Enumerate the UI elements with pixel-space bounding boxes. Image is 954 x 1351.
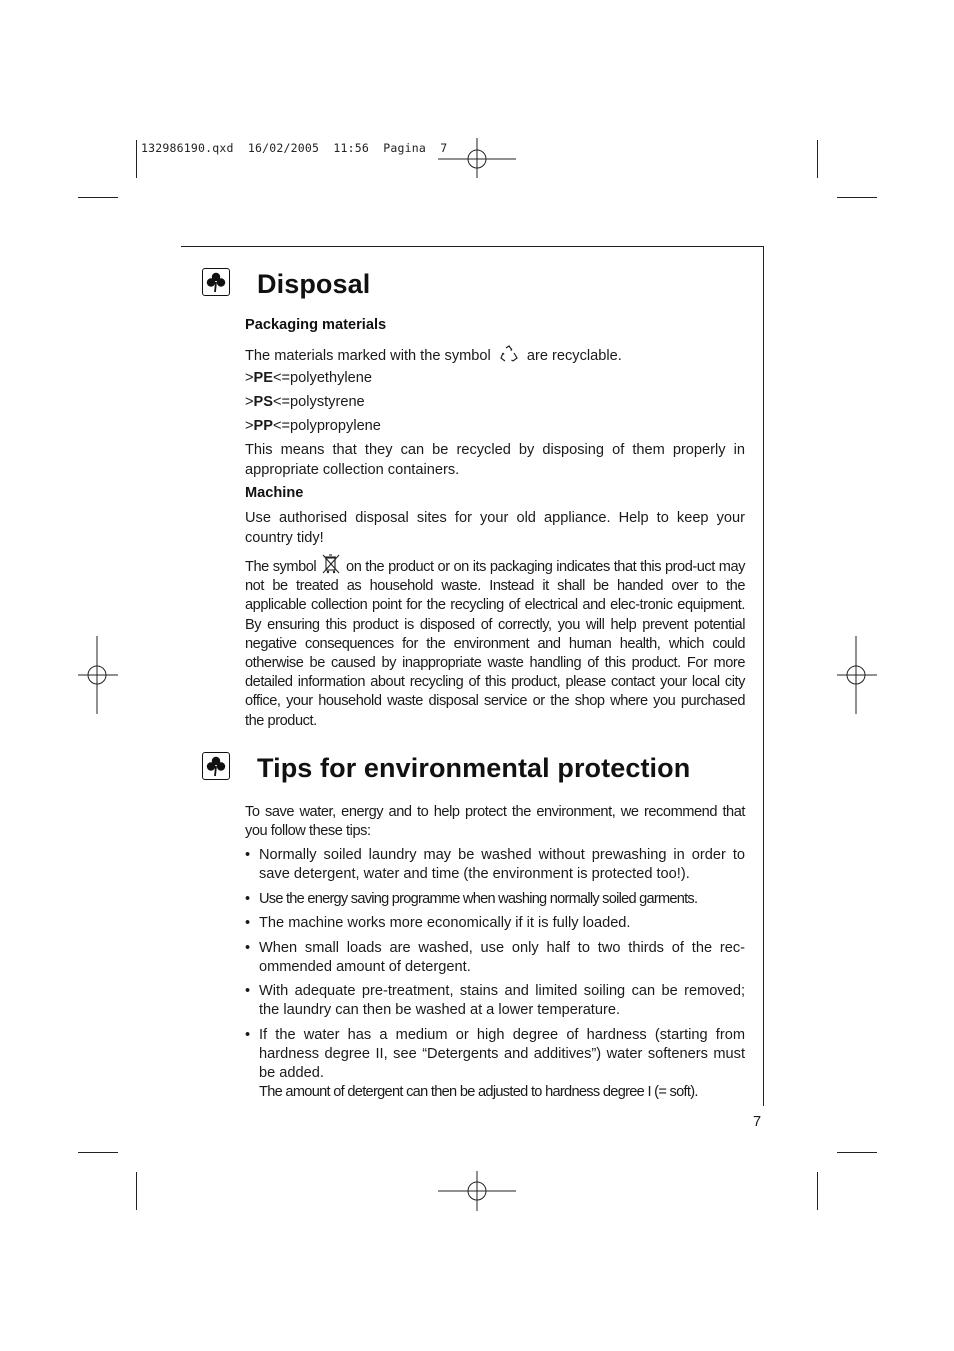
- material-pe: >PE<=polyethylene: [245, 370, 372, 386]
- tips-intro: To save water, energy and to help protect the environment, we recommend that you follow these tips:: [245, 804, 745, 840]
- page-frame-top: [181, 246, 764, 247]
- weee-after: on the product or on its packaging indicates that this prod-uct may not be treated as household waste. Instead it shall be handed over to the applicable collection point for the recycling of electrical and elec-tronic equipment. By ensuring this product is disposed of correctly, you will help prevent potential negative consequences for the environment and human health, which could otherwise be caused by inappropriate waste handling of this product. For more detailed information about recycling of this product, please contact your local city office, your household waste disposal service or the shop where you purchased the product.: [245, 559, 746, 729]
- crop-mark: [136, 1172, 137, 1210]
- shamrock-icon: [202, 752, 230, 780]
- recycle-sentence-after: are recyclable.: [526, 348, 622, 364]
- crop-mark: [136, 140, 137, 178]
- recycle-sentence: [245, 345, 745, 367]
- material-ps: >PS<=polystyrene: [245, 394, 365, 410]
- packaging-heading: Packaging materials: [245, 317, 387, 333]
- disposal-title: Disposal: [257, 269, 371, 299]
- recycle-icon: [499, 345, 519, 363]
- weee-before: The symbol: [245, 559, 317, 575]
- material-code: PS: [253, 394, 273, 410]
- crop-mark: [78, 1152, 118, 1153]
- tips-title: Tips for environmental protection: [257, 753, 691, 783]
- page-frame-right: [763, 246, 764, 1106]
- recycle-sentence-before: The materials marked with the symbol: [245, 348, 491, 364]
- registration-mark-icon: [78, 636, 118, 714]
- machine-heading: Machine: [245, 485, 304, 501]
- print-slug: 132986190.qxd 16/02/2005 11:56 Pagina 7: [141, 141, 448, 155]
- registration-mark-icon: [438, 138, 518, 178]
- crop-mark: [78, 197, 118, 198]
- material-code: PE: [253, 370, 273, 386]
- page-number: 7: [753, 1114, 762, 1130]
- registration-mark-icon: [438, 1171, 518, 1211]
- crop-mark: [817, 1172, 818, 1210]
- shamrock-icon: [202, 268, 230, 296]
- crop-mark: [837, 1152, 877, 1153]
- registration-mark-icon: [837, 636, 877, 714]
- material-code: PP: [253, 418, 273, 434]
- hardness-note: The amount of detergent can then be adjusted to hardness degree I (= soft).: [259, 1084, 698, 1100]
- crop-mark: [817, 140, 818, 178]
- recycle-note: This means that they can be recycled by disposing of them properly in appropriate collection containers.: [245, 442, 745, 478]
- material-pp: >PP<=polypropylene: [245, 418, 381, 434]
- machine-text: Use authorised disposal sites for your old appliance. Help to keep your country tidy!: [245, 510, 745, 546]
- crop-mark: [837, 197, 877, 198]
- crossed-bin-icon: [321, 553, 341, 575]
- weee-paragraph: [245, 553, 745, 731]
